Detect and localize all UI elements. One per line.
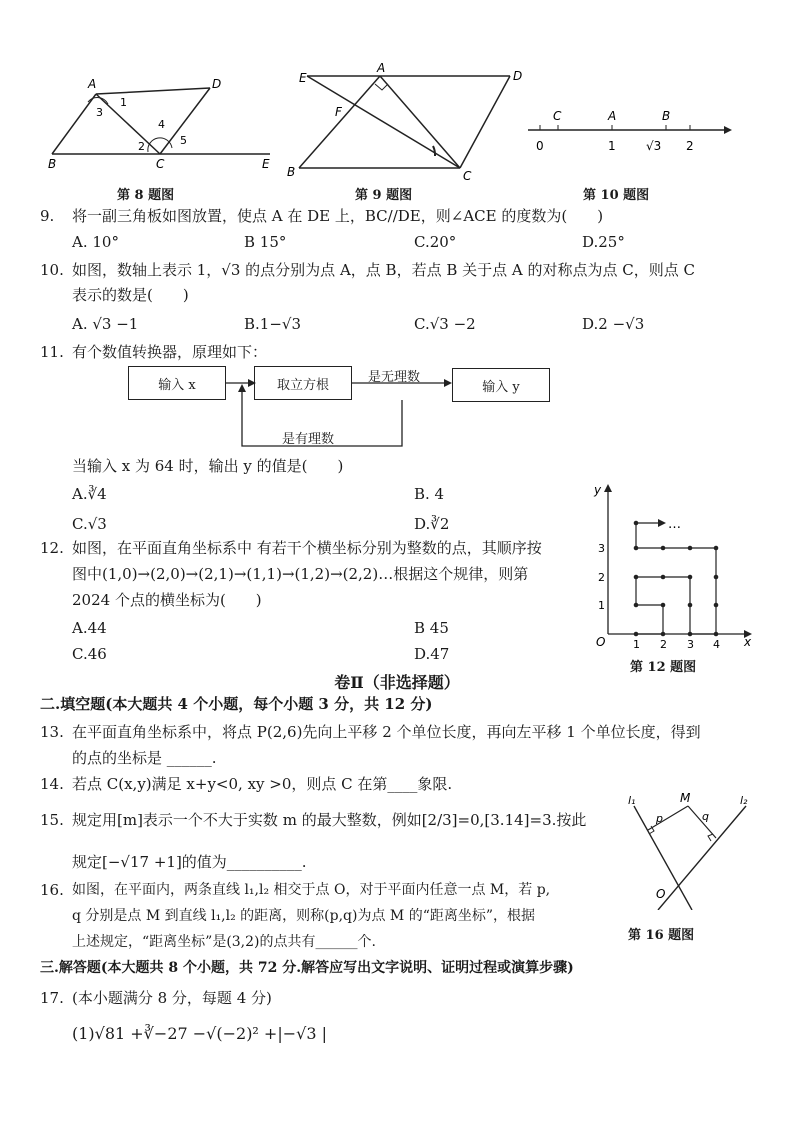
q14-text: 若点 C(x,y)满足 x+y<0, xy >0，则点 C 在第____象限. — [72, 775, 453, 793]
q17-text: (本小题满分 8 分，每题 4 分) — [72, 989, 272, 1007]
fig8-label-E: E — [262, 157, 270, 171]
fig12-ytick-3: 3 — [598, 542, 605, 555]
fig12-ytick-1: 1 — [598, 599, 605, 612]
fig12-dots: … — [668, 517, 681, 532]
figure-12 — [588, 480, 758, 660]
q10-option-a: A. √3 −1 — [72, 315, 139, 333]
q11-number: 11. — [40, 343, 64, 361]
fig16-label-M: M — [680, 791, 691, 805]
flow-cube-root-box: 取立方根 — [254, 366, 352, 400]
fig12-xtick-1: 1 — [633, 638, 640, 651]
fig8-caption: 第 8 题图 — [117, 188, 175, 203]
q16-text-2: q 分别是点 M 到直线 l₁,l₂ 的距离，则称(p,q)为点 M 的“距离坐标”，根据 — [72, 908, 536, 924]
fig8-angle-2: 2 — [138, 140, 145, 153]
q10-text-2: 表示的数是( ) — [72, 286, 189, 304]
flow-label-irrational: 是无理数 — [368, 370, 421, 385]
fig8-angle-1: 1 — [120, 96, 127, 109]
fig10-label-B: B — [662, 109, 671, 123]
q12-text-3: 2024 个点的横坐标为( ) — [72, 591, 262, 609]
figure-9 — [285, 60, 535, 185]
fig8-label-D: D — [212, 77, 222, 91]
fig12-axis-x: x — [744, 635, 752, 649]
q10-option-c: C.√3 −2 — [414, 315, 476, 333]
fig9-label-C: C — [463, 169, 472, 183]
fig12-xtick-3: 3 — [687, 638, 694, 651]
q12-option-a: A.44 — [72, 619, 107, 637]
q15-text-2: 规定[−√17 +1]的值为__________. — [72, 853, 307, 871]
fig12-caption: 第 12 题图 — [630, 660, 697, 675]
q12-text-2: 图中(1,0)→(2,0)→(2,1)→(1,1)→(1,2)→(2,2)…根据这个规律，则第 — [72, 565, 529, 583]
fig10-tick-sqrt3: √3 — [646, 139, 662, 153]
q11-option-b: B. 4 — [414, 485, 445, 503]
fig16-label-O: O — [656, 887, 666, 901]
fig12-xtick-4: 4 — [713, 638, 720, 651]
fig9-caption: 第 9 题图 — [355, 188, 413, 203]
figure-10 — [520, 100, 740, 160]
q11-option-c: C.√3 — [72, 515, 107, 533]
q9-option-b: B 15° — [244, 233, 287, 251]
q12-option-d: D.47 — [414, 645, 450, 663]
q11-text: 有个数值转换器，原理如下： — [72, 343, 268, 361]
q15-number: 15. — [40, 811, 64, 829]
fig10-label-A: A — [608, 109, 617, 123]
section-3-heading: 三.解答题(本大题共 8 个小题，共 72 分.解答应写出文字说明、证明过程或演算步骤) — [40, 960, 574, 976]
fig8-angle-3: 3 — [96, 106, 103, 119]
q10-text-1: 如图，数轴上表示 1，√3 的点分别为点 A，点 B，若点 B 关于点 A 的对称点为点 C，则点 C — [72, 261, 695, 279]
q12-number: 12. — [40, 539, 64, 557]
flow-label-rational: 是有理数 — [282, 432, 335, 447]
fig9-label-D: D — [513, 69, 523, 83]
q13-text-1: 在平面直角坐标系中，将点 P(2,6)先向上平移 2 个单位长度，再向左平移 1 个单位长度，得到 — [72, 723, 701, 741]
fig8-label-C: C — [156, 157, 165, 171]
q9-option-d: D.25° — [582, 233, 625, 251]
fig8-angle-5: 5 — [180, 134, 187, 147]
q12-text-1: 如图，在平面直角坐标系中 有若干个横坐标分别为整数的点，其顺序按 — [72, 539, 542, 557]
q11-option-d: D.∛2 — [414, 515, 450, 533]
q16-number: 16. — [40, 881, 64, 899]
q11-prompt: 当输入 x 为 64 时，输出 y 的值是( ) — [72, 457, 344, 475]
q17-number: 17. — [40, 989, 64, 1007]
q16-text-1: 如图，在平面内，两条直线 l₁,l₂ 相交于点 O，对于平面内任意一点 M，若 p, — [72, 882, 551, 898]
q9-option-a: A. 10° — [72, 233, 119, 251]
fig10-tick-2: 2 — [686, 139, 694, 153]
q17-expression-1: (1)√81 +∛−27 −√(−2)² +|−√3 | — [72, 1024, 327, 1043]
fig12-origin: O — [596, 635, 606, 649]
fig10-tick-0: 0 — [536, 139, 544, 153]
q11-option-a: A.∛4 — [72, 485, 107, 503]
q12-option-b: B 45 — [414, 619, 449, 637]
section-2-heading: 二.填空题(本大题共 4 个小题，每个小题 3 分，共 12 分) — [40, 695, 433, 713]
q16-text-3: 上述规定，“距离坐标”是(3,2)的点共有______个. — [72, 934, 376, 950]
fig12-ytick-2: 2 — [598, 571, 605, 584]
fig10-label-C: C — [553, 109, 562, 123]
fig10-caption: 第 10 题图 — [583, 188, 650, 203]
q10-option-b: B.1−√3 — [244, 315, 302, 333]
fig9-label-A: A — [377, 61, 386, 75]
flow-output-y-box: 输入 y — [452, 368, 550, 402]
q9-option-c: C.20° — [414, 233, 457, 251]
figure-16 — [620, 790, 760, 910]
fig12-axis-y: y — [594, 483, 602, 497]
fig8-label-A: A — [88, 77, 97, 91]
fig10-tick-1: 1 — [608, 139, 616, 153]
q13-number: 13. — [40, 723, 64, 741]
fig16-caption: 第 16 题图 — [628, 928, 695, 943]
fig9-label-F: F — [335, 105, 342, 119]
q9-number: 9. — [40, 207, 55, 225]
figure-8 — [40, 60, 290, 180]
fig16-label-q: q — [702, 810, 709, 823]
q15-text-1: 规定用[m]表示一个不大于实数 m 的最大整数，例如[2/3]=0,[3.14]=3.按此 — [72, 811, 587, 829]
q10-option-d: D.2 −√3 — [582, 315, 645, 333]
q13-text-2: 的点的坐标是 ______. — [72, 749, 217, 767]
fig9-label-B: B — [287, 165, 296, 179]
flow-arrows — [120, 360, 560, 460]
part-2-title: 卷Ⅱ（非选择题） — [334, 673, 460, 692]
fig12-xtick-2: 2 — [660, 638, 667, 651]
fig8-label-B: B — [48, 157, 57, 171]
q12-option-c: C.46 — [72, 645, 107, 663]
flow-input-x-box: 输入 x — [128, 366, 226, 400]
fig16-label-p: p — [656, 812, 663, 825]
fig16-label-l2: l₂ — [740, 794, 748, 807]
fig9-label-E: E — [299, 71, 307, 85]
q9-text: 将一副三角板如图放置，使点 A 在 DE 上，BC//DE，则∠ACE 的度数为( ) — [72, 207, 604, 225]
q10-number: 10. — [40, 261, 64, 279]
q14-number: 14. — [40, 775, 64, 793]
fig16-label-l1: l₁ — [628, 794, 636, 807]
fig8-angle-4: 4 — [158, 118, 165, 131]
